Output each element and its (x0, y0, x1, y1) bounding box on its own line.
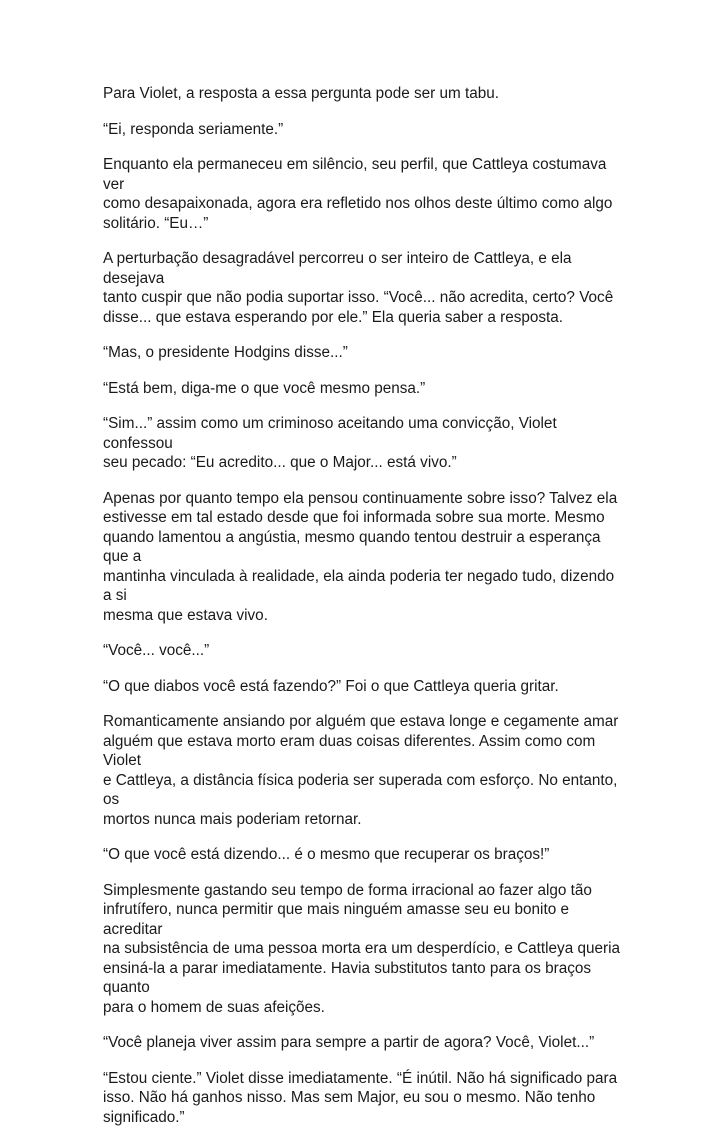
paragraph-8: Apenas por quanto tempo ela pensou continuamente sobre isso? Talvez ela estivesse em tal estado desde que foi informada sobre sua morte. Mesmo quando lamentou a angústia, mesmo quando tentou destruir a esperança que a mantinha vinculada à realidade, ela ainda poderia ter negado tudo, dizendo a si mesma que estava vivo. (103, 489, 618, 624)
paragraph-15: “Estou ciente.” Violet disse imediatamente. “É inútil. Não há significado para isso. Não há ganhos nisso. Mas sem Major, eu sou o mesmo. Não tenho significado.” (103, 1069, 618, 1126)
paragraph-13: Simplesmente gastando seu tempo de forma irracional ao fazer algo tão infrutífero, nunca permitir que mais ninguém amasse seu eu bonito e acreditar na subsistência de uma pessoa morta era um desperdício, e Cattleya queria ensiná-la a parar imediatamente. Havia substitutos tanto para os braços quanto para o homem de suas afeições. (103, 881, 620, 1016)
paragraph-9: “Você... você...” (103, 642, 210, 659)
paragraph-5: “Mas, o presidente Hodgins disse...” (103, 344, 348, 361)
document-page (103, 84, 623, 1143)
paragraph-12: “O que você está dizendo... é o mesmo que recuperar os braços!” (103, 846, 550, 863)
paragraph-7: “Sim...” assim como um criminoso aceitando uma convicção, Violet confessou seu pecado: “Eu acredito... que o Major... está vivo.” (103, 415, 557, 471)
paragraph-11: Romanticamente ansiando por alguém que estava longe e cegamente amar alguém que estava morto eram duas coisas diferentes. Assim como com Violet e Cattleya, a distância física poderia ser superada com esforço. No entanto, os mortos nunca mais poderiam retornar. (103, 713, 619, 828)
paragraph-4: A perturbação desagradável percorreu o ser inteiro de Cattleya, e ela desejava tanto cuspir que não podia suportar isso. “Você... não acredita, certo? Você disse... que estava esperando por ele.” Ela queria saber a resposta. (103, 250, 614, 326)
paragraph-1: Para Violet, a resposta a essa pergunta pode ser um tabu. (103, 85, 499, 102)
paragraph-6: “Está bem, diga-me o que você mesmo pensa.” (103, 379, 426, 397)
paragraph-14: “Você planeja viver assim para sempre a partir de agora? Você, Violet...” (103, 1034, 595, 1051)
paragraph-10: “O que diabos você está fazendo?” Foi o que Cattleya queria gritar. (103, 677, 559, 695)
paragraph-3: Enquanto ela permaneceu em silêncio, seu perfil, que Cattleya costumava ver como desapaixonada, agora era refletido nos olhos deste último como algo solitário. “Eu…” (103, 156, 613, 232)
paragraph-2: “Ei, responda seriamente.” (103, 120, 284, 138)
